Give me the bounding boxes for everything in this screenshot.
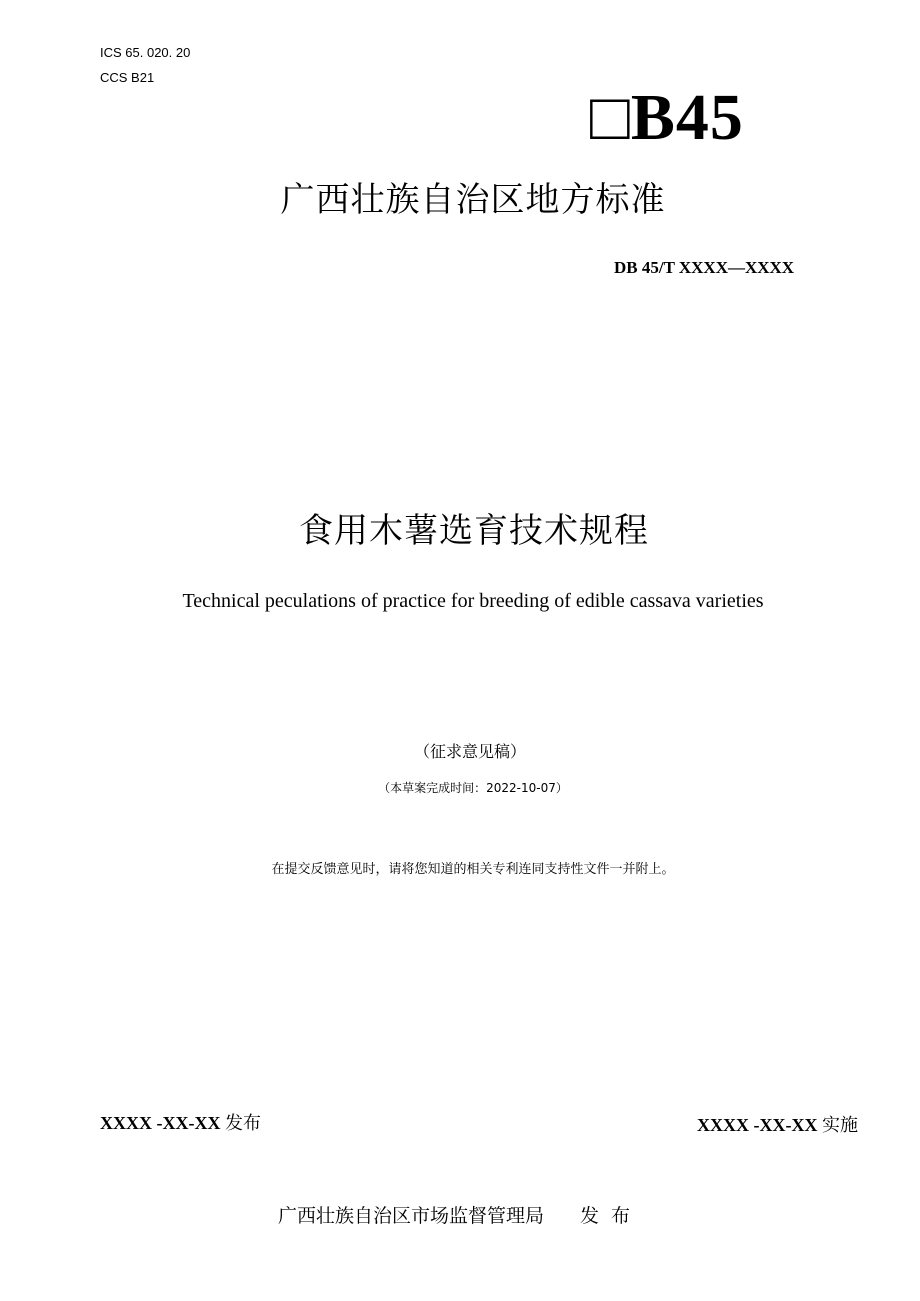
draft-status: （征求意见稿） bbox=[413, 742, 526, 761]
publisher-name: 广西壮族自治区市场监督管理局 bbox=[278, 1205, 545, 1227]
document-title-chinese: 食用木薯选育技术规程 bbox=[299, 511, 649, 551]
implementation-date: XXXX -XX-XX bbox=[697, 1115, 818, 1135]
standard-number: DB 45/T XXXX—XXXX bbox=[614, 258, 795, 277]
draft-completion-date: （本草案完成时间：2022-10-07） bbox=[378, 781, 568, 795]
implementation-date-line bbox=[697, 1112, 858, 1139]
standard-logo: □B45 bbox=[590, 81, 744, 154]
issue-date-line bbox=[100, 1110, 261, 1137]
ics-code: ICS 65. 020. 20 bbox=[100, 45, 191, 60]
publisher-label: 发布 bbox=[580, 1205, 643, 1227]
issue-label: 发布 bbox=[224, 1113, 261, 1134]
ccs-code: CCS B21 bbox=[100, 70, 155, 85]
patent-notice: 在提交反馈意见时，请将您知道的相关专利连同支持性文件一并附上。 bbox=[271, 862, 675, 877]
document-title-english: Technical peculations of practice for breeding of edible cassava varieties bbox=[182, 590, 764, 612]
issue-date: XXXX -XX-XX bbox=[100, 1113, 221, 1133]
implementation-label: 实施 bbox=[822, 1115, 858, 1136]
standard-category-title: 广西壮族自治区地方标准 bbox=[280, 180, 666, 220]
publisher-line bbox=[278, 1202, 642, 1230]
